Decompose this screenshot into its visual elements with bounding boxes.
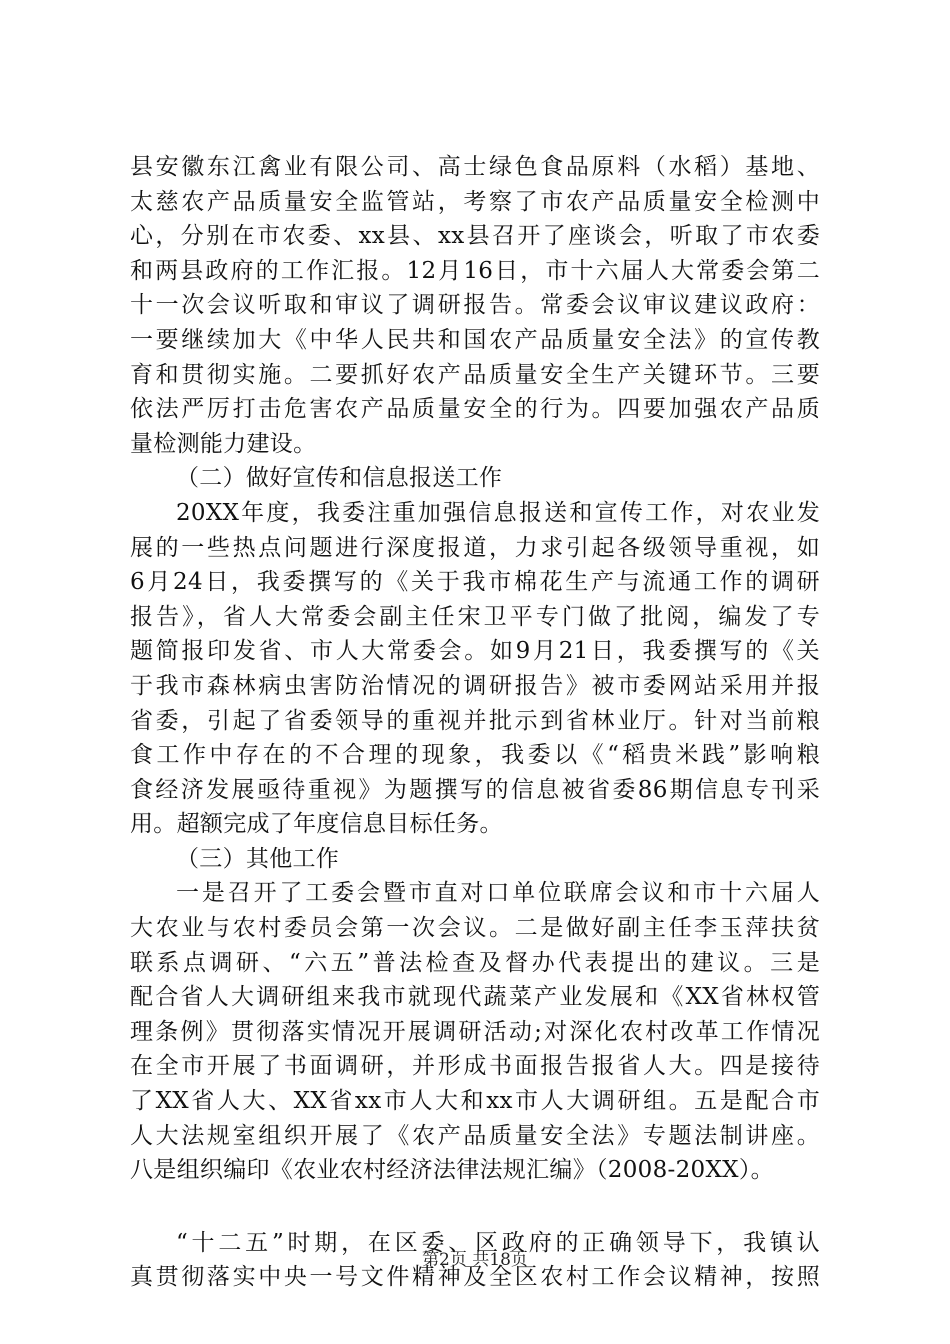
- text-line: 大农业与农村委员会第一次会议。二是做好副主任李玉萍扶贫: [130, 915, 820, 942]
- text-line: 报告》，省人大常委会副主任宋卫平专门做了批阅，编发了专: [130, 603, 820, 630]
- paragraph-research-report: [130, 150, 820, 461]
- text-line: 一是召开了工委会暨市直对口单位联席会议和市十六届人: [176, 880, 820, 907]
- text-line: 一要继续加大《中华人民共和国农产品质量安全法》的宣传教: [130, 326, 820, 353]
- text-line: 6月24日，我委撰写的《关于我市棉花生产与流通工作的调研: [130, 569, 820, 596]
- text-line: 用。超额完成了年度信息目标任务。: [130, 811, 503, 838]
- text-line: 联系点调研、“六五”普法检查及督办代表提出的建议。三是: [130, 949, 820, 976]
- text-line: 人大法规室组织开展了《农产品质量安全法》专题法制讲座。: [130, 1122, 820, 1149]
- paragraph-publicity: [130, 496, 820, 842]
- text-line: 配合省人大调研组来我市就现代蔬菜产业发展和《XX省林权管: [130, 984, 820, 1011]
- text-line: 育和贯彻实施。二要抓好农产品质量安全生产关键环节。三要: [130, 361, 820, 388]
- paragraph-gap: [130, 1188, 820, 1226]
- document-body: [130, 150, 820, 1295]
- text-line: 依法严厉打击危害农产品质量安全的行为。四要加强农产品质: [130, 396, 820, 423]
- text-line: 展的一些热点问题进行深度报道，力求引起各级领导重视，如: [130, 534, 820, 561]
- text-line: 量检测能力建设。: [130, 430, 317, 457]
- section-heading-publicity: （二）做好宣传和信息报送工作: [176, 465, 503, 492]
- text-line: 省委，引起了省委领导的重视并批示到省林业厅。针对当前粮: [130, 707, 820, 734]
- text-line: 题简报印发省、市人大常委会。如9月21日，我委撰写的《关: [130, 638, 820, 665]
- text-line: 十一次会议听取和审议了调研报告。常委会议审议建议政府：: [130, 292, 820, 319]
- text-line: 理条例》贯彻落实情况开展调研活动;对深化农村改革工作情况: [130, 1018, 820, 1045]
- text-line: 太慈农产品质量安全监管站，考察了市农产品质量安全检测中: [130, 188, 820, 215]
- text-line: 食工作中存在的不合理的现象，我委以《“稻贵米践”影响粮: [130, 742, 820, 769]
- text-line: 真贯彻落实中央一号文件精神及全区农村工作会议精神，按照: [130, 1264, 820, 1291]
- text-line: 心，分别在市农委、xx县、xx县召开了座谈会，听取了市农委: [130, 223, 820, 250]
- text-line: 了XX省人大、XX省xx市人大和xx市人大调研组。五是配合市: [130, 1088, 820, 1115]
- paragraph-other-work: [130, 876, 820, 1187]
- text-line: 和两县政府的工作汇报。12月16日，市十六届人大常委会第二: [130, 257, 820, 284]
- text-line: 20XX年度，我委注重加强信息报送和宣传工作，对农业发: [176, 499, 820, 526]
- page-number-footer: 第2页 共18页: [422, 1250, 528, 1270]
- text-line: 县安徽东江禽业有限公司、高士绿色食品原料（水稻）基地、: [130, 154, 820, 180]
- text-line: 八是组织编印《农业农村经济法律法规汇编》（2008-20XX）。: [130, 1157, 774, 1184]
- text-line: “十二五”时期，在区委、区政府的正确领导下，我镇认: [176, 1229, 820, 1256]
- text-line: 食经济发展亟待重视》为题撰写的信息被省委86期信息专刊采: [130, 776, 820, 803]
- text-line: 于我市森林病虫害防治情况的调研报告》被市委网站采用并报: [130, 672, 820, 699]
- text-line: 在全市开展了书面调研，并形成书面报告报省人大。四是接待: [130, 1053, 820, 1080]
- section-heading-other-work: （三）其他工作: [176, 845, 340, 872]
